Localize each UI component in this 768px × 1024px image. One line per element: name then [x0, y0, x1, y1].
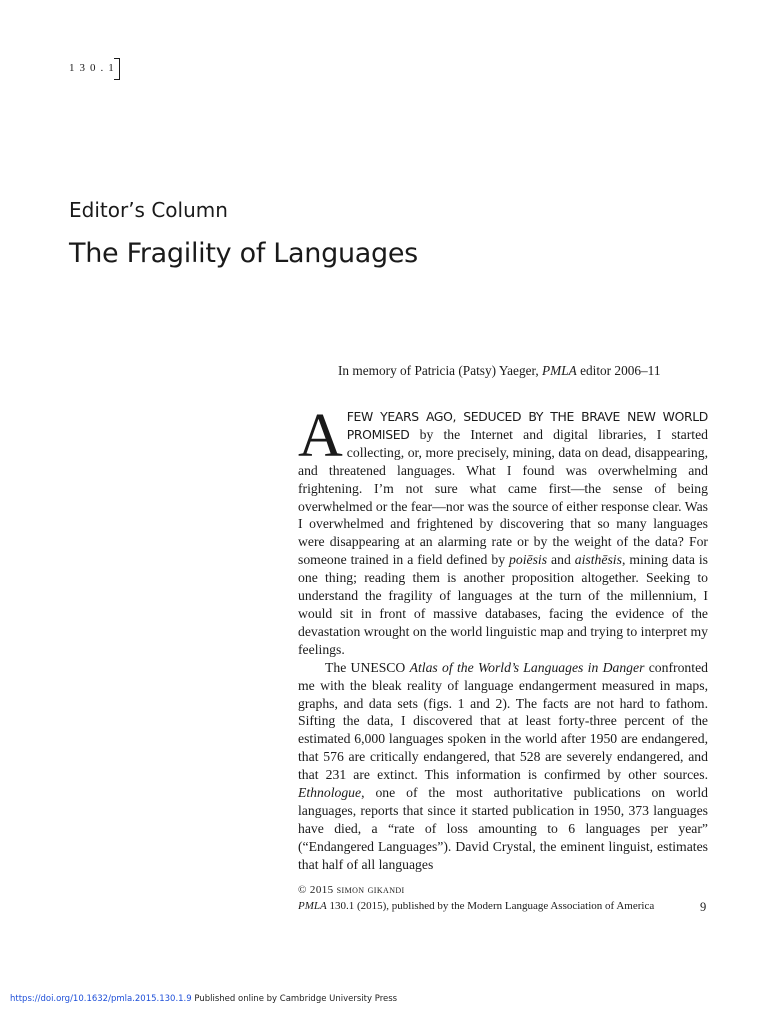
copyright-holder: 2015 simon gikandi — [306, 884, 405, 896]
paragraph-1-text-c: , mining data is one thing; reading them is another proposition altogether. Seeking to understand the fragility of languages at the turn of the millennium, I would sit in front of massive databases, facing the evidence of the devastation wrought on the world linguistic map and trying to interpret my feelings. — [298, 552, 708, 657]
running-head-bracket — [114, 58, 120, 80]
doi-line — [10, 994, 397, 1004]
paragraph-2-text-b: confronted me with the bleak reality of language endangerment measured in maps, graphs, and data sets (figs. 1 and 2). The facts are not hard to fathom. Sifting the data, I discovered that at least forty-three percent of the estimated 6,000 languages spoken in the world after 1950 are endangered, that 576 are critically endangered, that 528 are severely endangered, and that 231 are extinct. This information is confirmed by other sources. — [298, 659, 708, 783]
term-aisthesis: aisthēsis — [574, 552, 622, 568]
paragraph-1 — [298, 402, 708, 659]
drop-cap: A — [298, 402, 343, 470]
dedication-journal: PMLA — [542, 363, 577, 378]
citation-journal: PMLA — [298, 900, 327, 912]
atlas-title: Atlas of the World’s Languages in Danger — [409, 659, 645, 675]
dedication-text: In memory of Patricia (Patsy) Yaeger, — [338, 363, 543, 378]
term-poiesis: poiēsis — [509, 552, 548, 568]
running-head-issue: 130.1 — [69, 62, 119, 74]
citation-line — [298, 900, 654, 912]
published-online-text: Published online by Cambridge University Press — [191, 994, 398, 1004]
doi-link[interactable]: https://doi.org/10.1632/pmla.2015.130.1.9 — [10, 994, 192, 1004]
article-body — [298, 402, 708, 874]
copyright-line — [298, 884, 405, 896]
page-number: 9 — [700, 900, 707, 914]
paragraph-1-text-b: and — [547, 552, 575, 568]
lead-in: FEW YEARS AGO, SEDUCED BY THE BRAVE NEW WORLD PROMISED — [346, 409, 708, 442]
paragraph-2-text-a: The UNESCO — [325, 659, 410, 675]
dedication-dates: editor 2006–11 — [576, 363, 661, 378]
citation-text: 130.1 (2015), published by the Modern Language Association of America — [326, 900, 655, 912]
article-title: The Fragility of Languages — [69, 238, 418, 269]
ethnologue-title: Ethnologue — [298, 785, 362, 801]
paragraph-1-text-a: by the Internet and digital libraries, I started collecting, or, more precisely, mining, data on dead, disappearing, and threatened languages. What I found was overwhelming and frightening. I’m not sure what came first—the sense of being overwhelmed or the fear—nor was the source of either response clear. Was I overwhelmed and frightened by discovering that so many languages were disappearing at an alarming rate or by the weight of the data? For someone trained in a field defined by — [298, 426, 708, 568]
column-label: Editor’s Column — [69, 198, 228, 222]
copyright-symbol: © — [298, 884, 307, 896]
dedication — [338, 363, 698, 379]
paragraph-2 — [298, 659, 708, 874]
paragraph-2-text-c: , one of the most authoritative publications on world languages, reports that since it started publication in 1950, 373 languages have died, a “rate of loss amounting to 6 languages per year” (“Endangered Languages”). David Crystal, the eminent linguist, estimates that half of all languages — [298, 785, 708, 872]
